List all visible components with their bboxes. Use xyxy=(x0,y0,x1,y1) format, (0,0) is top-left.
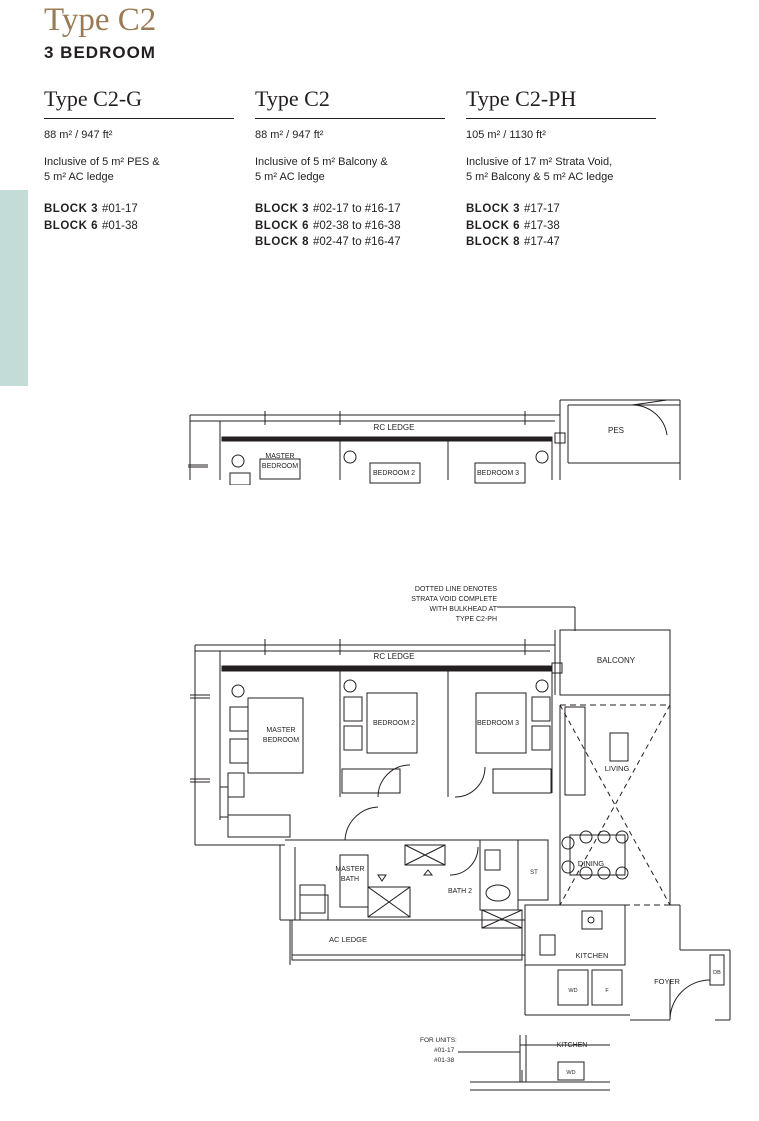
unit-inclusion-note xyxy=(255,155,445,185)
unit-area: 105 m² / 1130 ft² xyxy=(466,129,546,141)
master-bath-label-line2: BATH xyxy=(340,876,360,883)
floor-plan-top-variant xyxy=(180,395,690,485)
page-title: Type C2 xyxy=(44,2,157,38)
bedroom-2-label: BEDROOM 2 xyxy=(372,470,416,477)
unit-area: 88 m² / 947 ft² xyxy=(255,129,324,141)
kitchen-label: KITCHEN xyxy=(575,951,609,960)
block-units: #01-17 xyxy=(102,203,138,215)
side-accent-band xyxy=(0,190,28,386)
note-line: 5 m² Balcony & 5 m² AC ledge xyxy=(466,171,614,183)
ac-ledge-label: AC LEDGE xyxy=(329,935,367,944)
pes-label: PES xyxy=(607,426,625,435)
db-label: DB xyxy=(713,970,721,976)
block-name: BLOCK 6 xyxy=(255,219,309,232)
inset-note-line1: FOR UNITS: xyxy=(420,1037,457,1044)
note-line: 5 m² AC ledge xyxy=(255,171,325,183)
unit-inclusion-note xyxy=(44,155,234,185)
store-label: ST xyxy=(530,870,538,876)
block-units: #17-38 xyxy=(524,219,560,232)
inset-note-line2: #01-17 xyxy=(434,1047,455,1054)
foyer-label: FOYER xyxy=(654,977,680,986)
note-line: Inclusive of 17 m² Strata Void, xyxy=(466,156,613,168)
unit-type-title: Type C2-G xyxy=(44,86,234,119)
block-list xyxy=(255,201,445,251)
block-row xyxy=(466,218,656,235)
unit-area: 88 m² / 947 ft² xyxy=(44,129,113,141)
block-name: BLOCK 3 xyxy=(255,203,309,215)
block-row xyxy=(466,201,656,218)
block-name: BLOCK 6 xyxy=(466,219,520,232)
bedroom-3-label: BEDROOM 3 xyxy=(476,720,520,727)
floor-plan-inset-ground-kitchen xyxy=(410,1030,630,1100)
unit-type-title: Type C2 xyxy=(255,86,445,119)
inset-kitchen-label: KITCHEN xyxy=(556,1042,588,1049)
note-line: Inclusive of 5 m² PES & xyxy=(44,156,160,168)
master-bedroom-label-line2: BEDROOM xyxy=(262,737,300,744)
void-note-line2: STRATA VOID COMPLETE xyxy=(411,596,497,603)
block-name: BLOCK 6 xyxy=(44,219,98,232)
block-name: BLOCK 8 xyxy=(255,236,309,248)
unit-type-column-c2-ph xyxy=(466,86,656,251)
block-units: #17-17 xyxy=(524,203,560,215)
rc-ledge-label: RC LEDGE xyxy=(373,423,415,432)
fridge-label: F xyxy=(605,988,609,994)
bedroom-3-label: BEDROOM 3 xyxy=(476,470,520,477)
rc-ledge-label: RC LEDGE xyxy=(373,652,415,661)
unit-type-column-c2-g xyxy=(44,86,234,234)
block-units: #02-38 to #16-38 xyxy=(313,219,401,232)
block-row xyxy=(44,218,234,235)
block-list xyxy=(466,201,656,251)
dining-label: DINING xyxy=(577,859,605,868)
block-units: #17-47 xyxy=(524,236,560,248)
block-row xyxy=(44,201,234,218)
block-list xyxy=(44,201,234,234)
unit-type-column-c2 xyxy=(255,86,445,251)
master-bath-label-line1: MASTER xyxy=(335,866,365,873)
floor-plan-main xyxy=(180,575,750,1100)
master-bedroom-label-line1: MASTER xyxy=(266,727,296,734)
void-note-line3: WITH BULKHEAD AT xyxy=(429,606,497,613)
washer-dryer-label: WD xyxy=(568,988,578,994)
block-units: #02-17 to #16-17 xyxy=(313,203,401,215)
block-name: BLOCK 3 xyxy=(44,203,98,215)
note-line: 5 m² AC ledge xyxy=(44,171,114,183)
block-row xyxy=(255,234,445,251)
inset-note-line3: #01-38 xyxy=(434,1057,455,1064)
bedroom-2-label: BEDROOM 2 xyxy=(372,720,416,727)
block-row xyxy=(466,234,656,251)
block-name: BLOCK 8 xyxy=(466,236,520,248)
block-row xyxy=(255,201,445,218)
block-units: #02-47 to #16-47 xyxy=(313,236,401,248)
block-name: BLOCK 3 xyxy=(466,203,520,215)
page-subtitle: 3 BEDROOM xyxy=(44,43,156,62)
void-note-line1: DOTTED LINE DENOTES xyxy=(414,586,497,593)
living-label: LIVING xyxy=(604,764,630,773)
inset-washer-dryer-label: WD xyxy=(566,1070,576,1076)
bath-2-label: BATH 2 xyxy=(448,888,472,895)
master-bedroom-label-line2: BEDROOM xyxy=(261,463,299,470)
note-line: Inclusive of 5 m² Balcony & xyxy=(255,156,388,168)
balcony-label: BALCONY xyxy=(596,656,636,665)
block-units: #01-38 xyxy=(102,219,138,232)
unit-inclusion-note xyxy=(466,155,656,185)
master-bedroom-label-line1: MASTER xyxy=(265,453,295,460)
block-row xyxy=(255,218,445,235)
unit-type-title: Type C2-PH xyxy=(466,86,656,119)
void-note-line4: TYPE C2-PH xyxy=(455,616,497,623)
